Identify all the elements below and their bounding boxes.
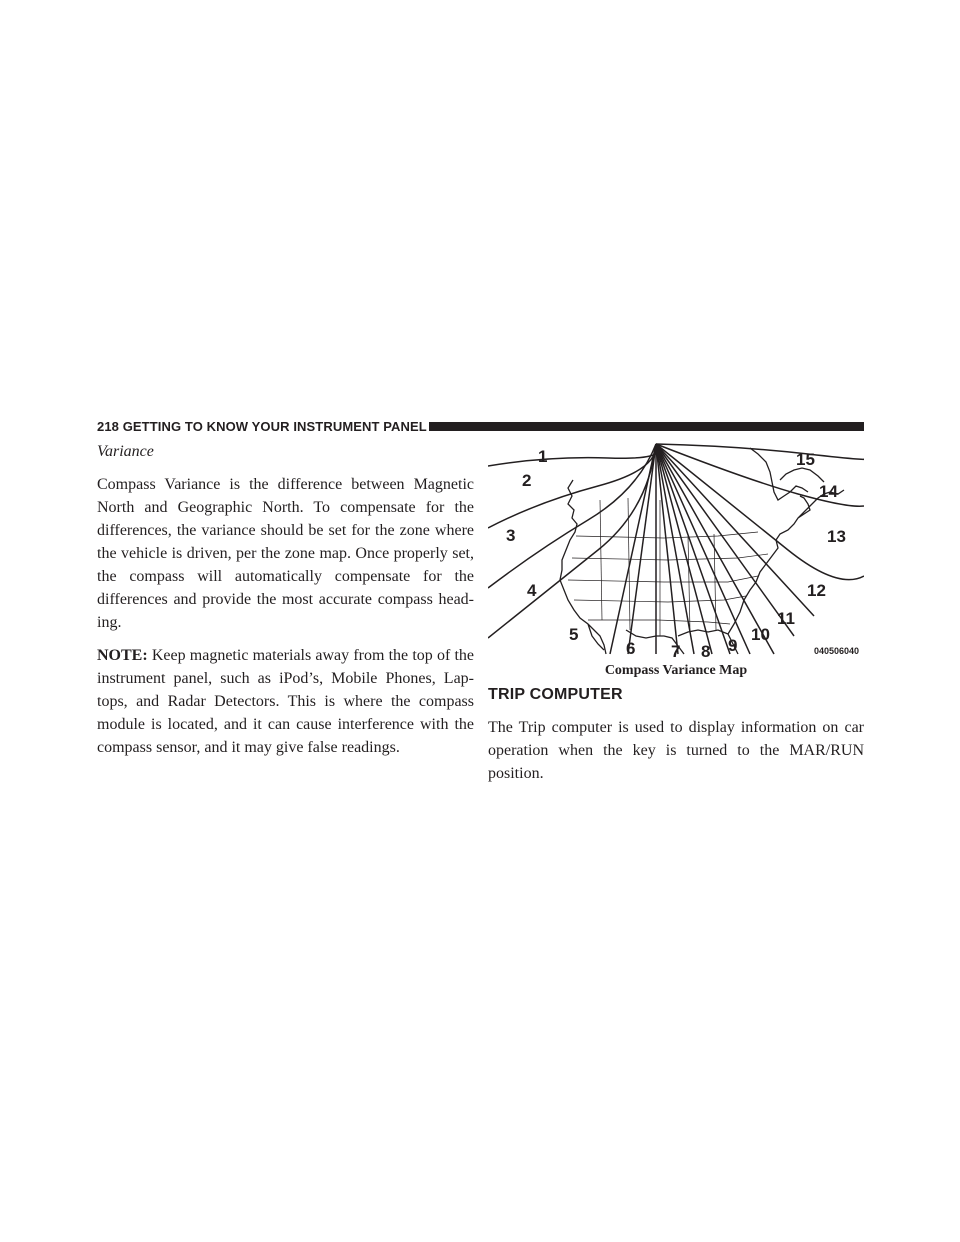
header-rule — [429, 422, 864, 431]
zone-label-1: 1 — [538, 447, 548, 466]
compass-variance-map — [488, 440, 864, 658]
page-number-and-title: 218 GETTING TO KNOW YOUR INSTRUMENT PANEL — [97, 419, 427, 434]
note-text: Keep magnetic materials away from the top of the instrument panel, such as iPod’s, Mobile Phones, Lap-tops, and Radar Detectors. This is where the compass module is located, and it can cause interference with the compass sensor, and it may give false readings. — [97, 647, 474, 756]
zone-label-8: 8 — [701, 642, 711, 658]
zone-label-4: 4 — [527, 581, 537, 600]
variance-paragraph: Compass Variance is the difference between Magnetic North and Geographic North. To compensate for the differences, the variance should be set for the zone where the vehicle is driven, per the zone map. Once properly set, the compass will automatically compensate for the differences and provide the most accurate compass head-ing. — [97, 476, 474, 631]
zone-label-11: 11 — [777, 609, 795, 628]
continent-outline — [560, 448, 844, 654]
trip-computer-title: TRIP COMPUTER — [488, 686, 623, 703]
zone-label-7: 7 — [671, 642, 681, 658]
zone-label-5: 5 — [569, 625, 579, 644]
figure-code: 040506040 — [814, 646, 860, 656]
zone-label-6: 6 — [626, 639, 636, 658]
note-paragraph — [97, 644, 474, 759]
zone-label-3: 3 — [506, 526, 516, 545]
zone-label-10: 10 — [751, 625, 770, 644]
variance-heading: Variance — [97, 443, 154, 460]
figure-caption: Compass Variance Map — [604, 663, 748, 678]
note-label: NOTE: — [97, 647, 148, 664]
zone-label-12: 12 — [807, 581, 826, 600]
zone-label-15: 15 — [796, 450, 815, 469]
trip-computer-paragraph: The Trip computer is used to display information on car operation when the key is turned to the MAR/RUN position. — [488, 719, 864, 782]
right-column — [488, 440, 864, 795]
page-header — [97, 418, 864, 436]
zone-label-2: 2 — [522, 471, 532, 490]
zone-label-14: 14 — [819, 482, 838, 501]
zone-label-9: 9 — [728, 636, 738, 655]
left-column — [97, 440, 474, 769]
compass-variance-map-graphic — [488, 440, 864, 658]
zone-label-13: 13 — [827, 527, 846, 546]
